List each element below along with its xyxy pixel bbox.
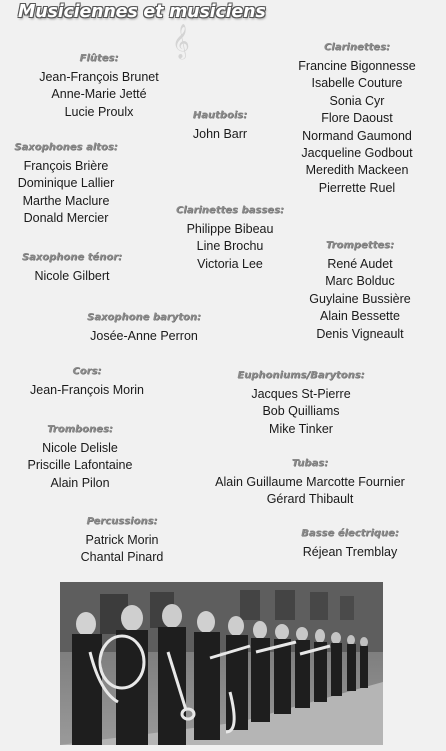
band-photo bbox=[60, 582, 383, 745]
section-heading: Flûtes: bbox=[79, 53, 119, 64]
section-saxophones-altos bbox=[2, 142, 130, 228]
musician-name: Patrick Morin bbox=[85, 533, 159, 547]
musician-name: René Audet bbox=[327, 257, 393, 271]
musician-name: Pierrette Ruel bbox=[318, 180, 396, 195]
section-heading: Saxophone ténor: bbox=[21, 252, 123, 263]
musician-name: Isabelle Couture bbox=[311, 76, 403, 91]
musician-name: Anne-Marie Jetté bbox=[51, 87, 147, 102]
section-heading: Cors: bbox=[72, 366, 102, 377]
section-clarinettes bbox=[276, 42, 438, 197]
musician-name: John Barr bbox=[192, 127, 248, 141]
musician-name: Guylaine Bussière bbox=[309, 291, 411, 306]
musician-name: Gérard Thibault bbox=[266, 492, 354, 507]
section-hautbois bbox=[172, 110, 268, 143]
musician-name: Priscille Lafontaine bbox=[27, 458, 133, 473]
musician-name: Marthe Maclure bbox=[22, 193, 110, 208]
section-heading: Percussions: bbox=[86, 516, 158, 527]
musician-name: Alain Guillaume Marcotte Fournier bbox=[215, 475, 405, 489]
section-saxophone-baryton bbox=[74, 312, 214, 345]
section-heading: Trompettes: bbox=[325, 240, 395, 251]
section-saxophone-tenor bbox=[4, 252, 140, 285]
musician-name: Jacqueline Godbout bbox=[301, 146, 413, 161]
musician-name: Francine Bigonnesse bbox=[298, 59, 416, 73]
section-tubas bbox=[196, 458, 424, 509]
section-heading: Tubas: bbox=[291, 458, 329, 469]
musician-name: Josée-Anne Perron bbox=[90, 329, 198, 343]
musician-name: Chantal Pinard bbox=[80, 550, 164, 565]
musician-name: Jean-François Morin bbox=[30, 383, 144, 397]
musician-name: Réjean Tremblay bbox=[302, 545, 398, 559]
section-euphoniums-barytons bbox=[226, 370, 376, 438]
musician-name: Alain Bessette bbox=[320, 309, 400, 324]
section-cors bbox=[12, 366, 162, 399]
musician-name: Nicole Delisle bbox=[42, 441, 118, 455]
section-heading: Basse électrique: bbox=[301, 528, 399, 539]
musician-name: Sonia Cyr bbox=[329, 93, 385, 108]
page-title: Musiciennes et musiciens bbox=[18, 2, 266, 22]
musician-name: Dominique Lallier bbox=[17, 176, 115, 191]
musician-name: Denis Vigneault bbox=[316, 326, 404, 341]
musician-name: Alain Pilon bbox=[50, 475, 110, 490]
musician-name: Meredith Mackeen bbox=[305, 163, 409, 178]
section-heading: Clarinettes basses: bbox=[175, 205, 285, 216]
section-heading: Saxophone baryton: bbox=[87, 312, 201, 323]
musician-name: François Brière bbox=[23, 159, 109, 173]
musician-name: Jean-François Brunet bbox=[39, 70, 159, 84]
section-clarinettes-basses bbox=[168, 205, 292, 273]
section-percussions bbox=[62, 516, 182, 567]
musician-name: Mike Tinker bbox=[269, 421, 333, 436]
musician-name: Bob Quilliams bbox=[262, 404, 340, 419]
musician-name: Philippe Bibeau bbox=[186, 222, 274, 236]
section-trombones bbox=[10, 424, 150, 492]
musician-name: Marc Bolduc bbox=[325, 274, 395, 289]
section-trompettes bbox=[290, 240, 430, 343]
section-flutes bbox=[14, 53, 184, 121]
section-basse-electrique bbox=[290, 528, 410, 561]
musician-name: Jacques St-Pierre bbox=[251, 387, 351, 401]
musician-name: Lucie Proulx bbox=[64, 104, 134, 119]
musician-name: Victoria Lee bbox=[197, 256, 263, 271]
musician-name: Normand Gaumond bbox=[302, 128, 412, 143]
musician-name: Nicole Gilbert bbox=[34, 269, 110, 283]
musician-name: Flore Daoust bbox=[321, 111, 393, 126]
treble-clef-icon: 𝄞 bbox=[172, 24, 190, 59]
musician-name: Donald Mercier bbox=[23, 211, 109, 226]
section-heading: Saxophones altos: bbox=[14, 142, 118, 153]
section-heading: Euphoniums/Barytons: bbox=[237, 370, 365, 381]
section-heading: Hautbois: bbox=[192, 110, 248, 121]
section-heading: Trombones: bbox=[47, 424, 113, 435]
section-heading: Clarinettes: bbox=[323, 42, 391, 53]
musician-name: Line Brochu bbox=[196, 239, 264, 254]
